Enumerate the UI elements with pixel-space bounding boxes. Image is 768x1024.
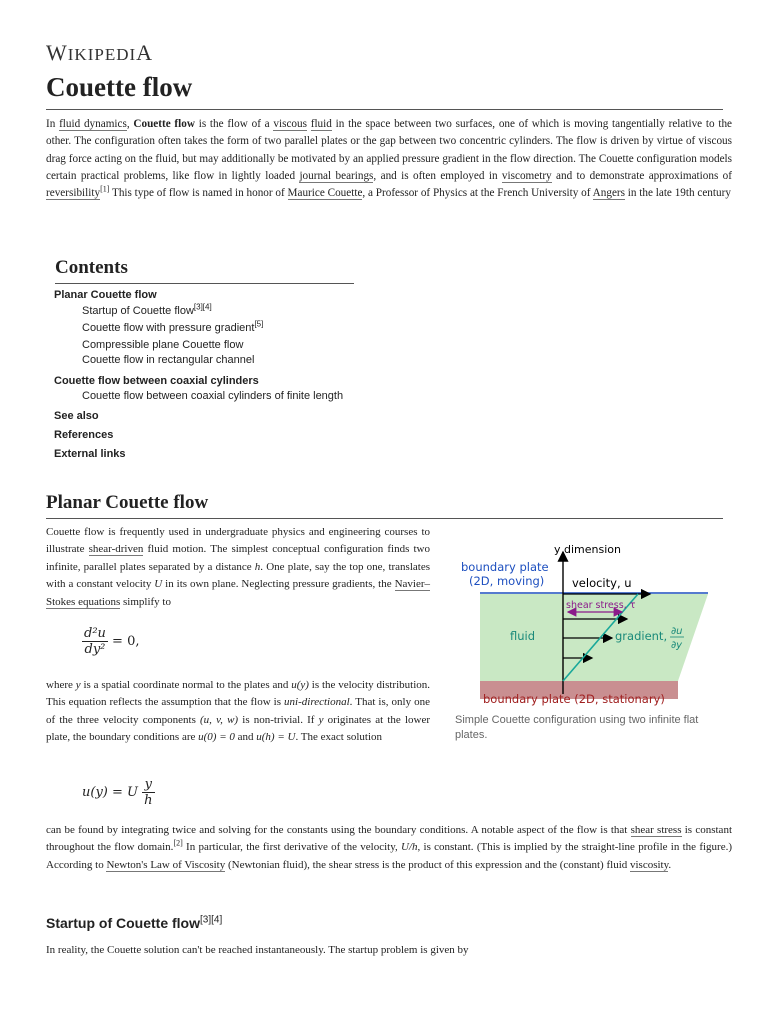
ref-3-4[interactable]: [3][4] [200,914,223,926]
subsection-heading-startup: Startup of Couette flow[3][4] [46,914,223,931]
ref-2[interactable]: [2] [173,838,183,848]
startup-paragraph: In reality, the Couette solution can't be reached instantaneously. The startup problem is given by [46,944,469,956]
toc-item-external-links[interactable]: External links [54,448,126,460]
link-viscosity[interactable]: viscosity [630,858,669,871]
velocity-label: velocity, u [572,576,632,590]
toc-item-startup[interactable]: Startup of Couette flow[3][4] [82,302,212,317]
toc-item-see-also[interactable]: See also [54,410,99,422]
link-shear-stress[interactable]: shear stress [630,824,682,836]
link-maurice-couette[interactable]: Maurice Couette [287,187,363,200]
fluid-label: fluid [510,629,536,643]
planar-paragraph-2: where y is a spatial coordinate normal to the plates and u(y) is the velocity distribution. This equation reflects the assumption that the flow is uni-directional. That is, only one of the three velocity components (u, v, w) is non-trivial. If y originates at the lower plate, the boundary conditions are u(0) = 0 and u(h) = U. The exact solution [46,679,430,744]
toc-item-pressure-gradient[interactable]: Couette flow with pressure gradient[5] [82,319,264,334]
link-angers[interactable]: Angers [592,187,625,200]
page-title: Couette flow [46,72,193,102]
toc-divider [55,283,354,284]
figure-caption: Simple Couette configuration using two infinite flat plates. [455,714,699,741]
title-divider [46,109,723,110]
toc-item-rectangular-channel[interactable]: Couette flow in rectangular channel [82,354,255,366]
link-fluid[interactable]: fluid [310,118,332,130]
bottom-plate-label: boundary plate (2D, stationary) [483,692,665,706]
link-viscometry[interactable]: viscometry [501,169,552,182]
equation-1: $\frac{\text{d²u}}{\text{dy²}}$ = 0, [84,626,140,657]
ref-1[interactable]: [1] [100,184,110,194]
y-dimension-label: y dimension [554,543,621,556]
toc-item-references[interactable]: References [54,429,114,441]
toc-item-compressible[interactable]: Compressible plane Couette flow [82,339,244,351]
link-navier-stokes[interactable]: Navier–Stokes equations [46,578,430,608]
gradient-label: gradient, [615,629,668,643]
link-newtons-law[interactable]: Newton's Law of Viscosity [106,858,226,871]
section-heading-planar: Planar Couette flow [46,492,209,513]
toc-item-coaxial-finite[interactable]: Couette flow between coaxial cylinders of finite length [82,390,344,402]
gradient-numerator: ∂u [671,626,683,637]
planar-paragraph-1: Couette flow is frequently used in undergraduate physics and engineering courses to illustrate shear-driven fluid motion. The simplest conceptual configuration finds two infinite, parallel plates separated by a distance h. One plate, say the top one, translates with a constant velocity U in its own plane. Neglecting pressure gradients, the Navier–Stokes equations simplify to [46,526,430,608]
toc-item-planar-couette-flow[interactable]: Planar Couette flow [54,289,157,301]
link-journal-bearings[interactable]: journal bearings [299,169,374,182]
intro-paragraph: In fluid dynamics, Couette flow is the flow of a viscous fluid in the space between two surfaces, one of which is moving tangentially relative to the other. The configuration often takes the form of two parallel plates or the gap between two concentric cylinders. The flow is driven by virtue of viscous drag force acting on the fluid, but may additionally be motivated by an applied pressure gradient in the flow direction. The Couette configuration models certain practical problems, like flow in lightly loaded journal bearings, and is often employed in viscometry and to demonstrate approximations of reversibility[1] This type of flow is named in honor of Maurice Couette, a Professor of Physics at the French University of Angers in the late 19th century [46,118,733,200]
section-divider [46,518,723,519]
link-shear-driven[interactable]: shear-driven [88,543,144,556]
equation-2: u(y) = U $\frac{y}{h}$ [82,777,153,808]
top-plate-label-1: boundary plate [461,560,549,574]
link-reversibility[interactable]: reversibility [46,187,101,200]
wikipedia-wordmark[interactable]: WIKIPEDIA [46,40,154,65]
planar-paragraph-3: can be found by integrating twice and solving for the constants using the boundary conditions. A notable aspect of the flow is that shear stress is constant throughout the flow domain.[2] In particular, the first derivative of the velocity, U/h, is constant. (This is implied by the straight-line profile in the figure.) According to Newton's Law of Viscosity (Newtonian fluid), the shear stress is the product of this expression and the (constant) fluid viscosity. [46,824,732,871]
top-plate-label-2: (2D, moving) [469,574,545,588]
toc-heading: Contents [55,257,128,278]
toc-item-coaxial-cylinders[interactable]: Couette flow between coaxial cylinders [54,375,259,387]
couette-diagram [454,538,716,710]
shear-label: shear stress, τ [566,600,636,611]
link-fluid-dynamics[interactable]: fluid dynamics [59,118,127,130]
gradient-denominator: ∂y [671,640,683,651]
link-viscous[interactable]: viscous [273,118,307,130]
